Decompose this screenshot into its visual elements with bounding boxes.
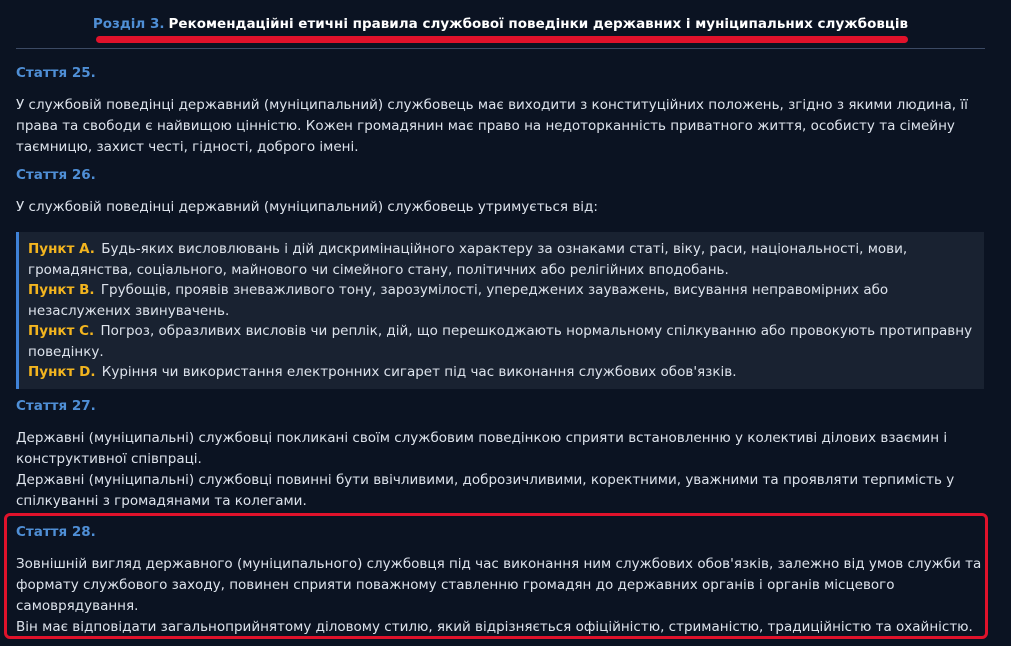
section-title-text: Рекомендаційні етичні правила службової поведінки державних і муніципальних службовців <box>168 16 909 32</box>
article-27 <box>16 396 984 512</box>
article-26 <box>16 165 984 389</box>
point-a <box>28 239 974 280</box>
point-b <box>28 280 974 321</box>
point-text: Будь-яких висловлювань і дій дискримінаційного характеру за ознаками статі, віку, раси, національності, мови, громадянства, соціального, майнового чи сімейного стану, політичних або релігійних вподобань. <box>28 241 908 278</box>
article-title: Стаття 28. <box>16 523 96 540</box>
article-paragraph: Державні (муніципальні) службовці покликані своїм службовим поведінкою сприяти встановленню у колективі ділових взаємин і конструктивної співпраці. <box>16 429 948 467</box>
point-d <box>28 362 974 383</box>
article-title: Стаття 25. <box>16 65 96 81</box>
article-paragraph: У службовій поведінці державний (муніципальний) службовець утримується від: <box>16 199 598 215</box>
red-underline-annotation <box>96 36 908 43</box>
article-25 <box>16 63 984 158</box>
article-paragraph: Він має відповідати загальноприйнятому діловому стилю, який відрізняється офіційністю, стриманістю, традиційністю та охайністю. <box>16 618 973 635</box>
section-label: Розділ 3. <box>92 16 165 32</box>
point-label: Пункт A. <box>28 241 95 257</box>
article-title: Стаття 27. <box>16 397 96 414</box>
point-text: Грубощів, проявів зневажливого тону, зарозумілості, упереджених зауважень, висування неправомірних або незаслужених звинувачень. <box>28 282 889 319</box>
article-paragraph: Зовнішній вигляд державного (муніципального) службовця під час виконання ним службових обов'язків, залежно від умов служби та формату службового заходу, повинен сприяти поважному ставленню громадян до державних органів і органів місцевого самоврядування. <box>16 555 982 614</box>
point-text: Погроз, образливих висловів чи реплік, дій, що перешкоджають нормальному спілкуванню або провокують протиправну поведінку. <box>28 323 973 360</box>
point-label: Пункт C. <box>28 323 95 339</box>
article-paragraph: У службовій поведінці державний (муніципальний) службовець має виходити з конституційних положень, згідно з якими людина, її права та свободи є найвищою цінністю. Кожен громадянин має право на недоторканність приватного життя, особисту та сімейну таємницю, захист честі, гідності, доброго імені. <box>16 97 968 155</box>
point-text: Куріння чи використання електронних сигарет під час виконання службових обов'язків. <box>101 364 737 380</box>
point-label: Пункт D. <box>28 364 96 380</box>
point-label: Пункт B. <box>28 282 95 298</box>
point-c <box>28 321 974 362</box>
article-paragraph: Державні (муніципальні) службовці повинні бути ввічливими, доброзичливими, коректними, уважними та проявляти терпимість у спілкуванні з громадянами та колегами. <box>16 471 955 509</box>
article-title: Стаття 26. <box>16 167 96 183</box>
section-title <box>93 16 908 32</box>
red-box-annotation <box>4 513 988 639</box>
points-panel <box>16 232 984 389</box>
